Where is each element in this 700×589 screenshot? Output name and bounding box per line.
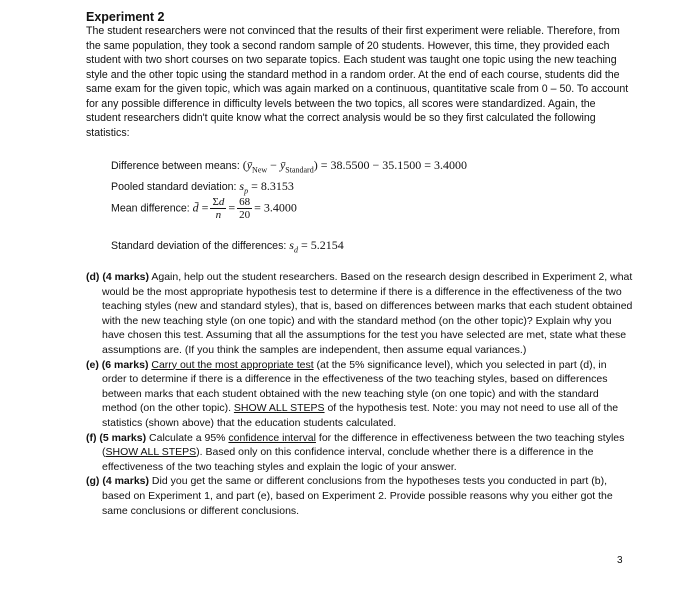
part-label: (f) (5 marks) xyxy=(86,431,147,444)
part-text: Again, help out the student researchers. Based on the research design described in Experiment 2, what would be the most appropriate hypothesis test to determine if there is a difference in the effectiveness of the two teaching styles (new and standard styles), that is, based on differences between marks that each student obtained with the new teaching style (on one topic) and with the standard method (on the other topic)? Explain why you have chosen this test. Assuming that all the assumptions for the test you have selected are met, state what these assumptions are. (If you think the samples are independent, then assume equal variances.) xyxy=(102,271,633,356)
stat-pooled-sd xyxy=(111,179,294,195)
formula-pooled-sd: $s_p = 8.3153$ xyxy=(239,179,294,196)
question-part-e xyxy=(86,358,634,431)
stat-mean-difference: Mean difference: d̄ = $\frac{\Sigma d}{n}$ = $\frac{68}{20}$ = 3.4000 xyxy=(111,196,297,221)
part-label: (d) (4 marks) xyxy=(86,271,150,283)
underlined-text: SHOW ALL STEPS xyxy=(105,446,197,459)
part-text: of the hypothesis test. Note: you may not need to use all of the statistics (shown above) that the education students calculated. xyxy=(102,402,619,429)
intro-paragraph: The student researchers were not convinced that the results of their first experiment were reliable. Therefore, from the same population, they took a second random sample of 20 students. However, this time, they provided each student with two short courses on two separate topics. Each student was taught one topic using the new teaching style and the other topic using the standard method in a random order. At the end of each course, students did the same exam for the given topic, which was again marked on a continuous, quantitative scale from 0 – 50. To account for any possible difference in difficulty levels between the two topics, all scores were standardized. Again, the student researchers didn't quite know what the correct analysis would be so they first calculated the following statistics: xyxy=(86,25,629,139)
part-text: ). Based only on this confidence interval, conclude whether there is a difference in the effectiveness of the two teaching styles and explain the logic of your answer. xyxy=(102,446,594,473)
formula-value: = 8.3153 xyxy=(251,179,294,193)
part-text: Did you get the same or different conclusions from the hypotheses tests you conducted in part (b), based on Experiment 1, and part (e), based on Experiment 2. Provide possible reasons why you either got the same conclusions or different conclusions. xyxy=(102,475,613,517)
stat-label: Standard deviation of the differences: xyxy=(111,240,290,252)
formula-value: = 5.2154 xyxy=(300,238,344,252)
underlined-text: SHOW ALL STEPS xyxy=(233,402,325,415)
formula-mean-d: d̄ = xyxy=(192,200,209,215)
question-part-d xyxy=(86,270,634,358)
question-part-g xyxy=(86,474,634,518)
fraction-numerator: 68 xyxy=(239,196,251,208)
part-label: (e) (6 marks) xyxy=(86,358,149,371)
section-heading: Experiment 2 xyxy=(86,10,165,24)
formula-sd-d: $s_d = 5.2154$ xyxy=(289,238,344,255)
stat-difference-between-means xyxy=(111,158,467,174)
page-number: 3 xyxy=(617,555,623,566)
question-parts xyxy=(86,270,634,518)
underlined-text: Carry out the most appropriate test xyxy=(151,358,314,371)
underlined-text: confidence interval xyxy=(228,431,316,444)
part-text: (at the 5% significance level), which you selected in part (d), in order to determine if there is a difference in the effectiveness of the two teaching styles, based on differences between marks that each student obtained with the new teaching style (on one topic) and with the standard method (on the other topic). xyxy=(102,358,608,415)
part-text: for the difference in effectiveness between the two teaching styles ( xyxy=(102,431,625,459)
stat-label: Difference between means: xyxy=(111,160,243,172)
fraction-68-over-20 xyxy=(237,196,252,221)
formula-value: = 38.5500 − 35.1500 = 3.4000 xyxy=(320,158,468,172)
part-label: (g) (4 marks) xyxy=(86,475,150,488)
fraction-denominator: 20 xyxy=(239,209,251,221)
stat-sd-differences xyxy=(111,238,344,254)
fraction-n: n xyxy=(215,209,222,221)
subscript-standard: Standard xyxy=(285,165,314,175)
formula-mean-difference: ($ȳ_{New}$ − $ȳ_{Standard}) = 38.5500 - 35.1500 = 3.4000$ xyxy=(242,158,468,175)
part-text: Calculate a 95% xyxy=(146,431,229,444)
subscript-new: New xyxy=(252,165,268,175)
stat-label: Pooled standard deviation: xyxy=(111,181,240,193)
formula-value: = 3.4000 xyxy=(254,200,297,215)
stat-label: Mean difference: xyxy=(111,202,193,215)
question-part-f xyxy=(86,431,634,475)
fraction-sum-d-over-n: $\frac{\Sigma d}{n}$ xyxy=(212,196,225,221)
